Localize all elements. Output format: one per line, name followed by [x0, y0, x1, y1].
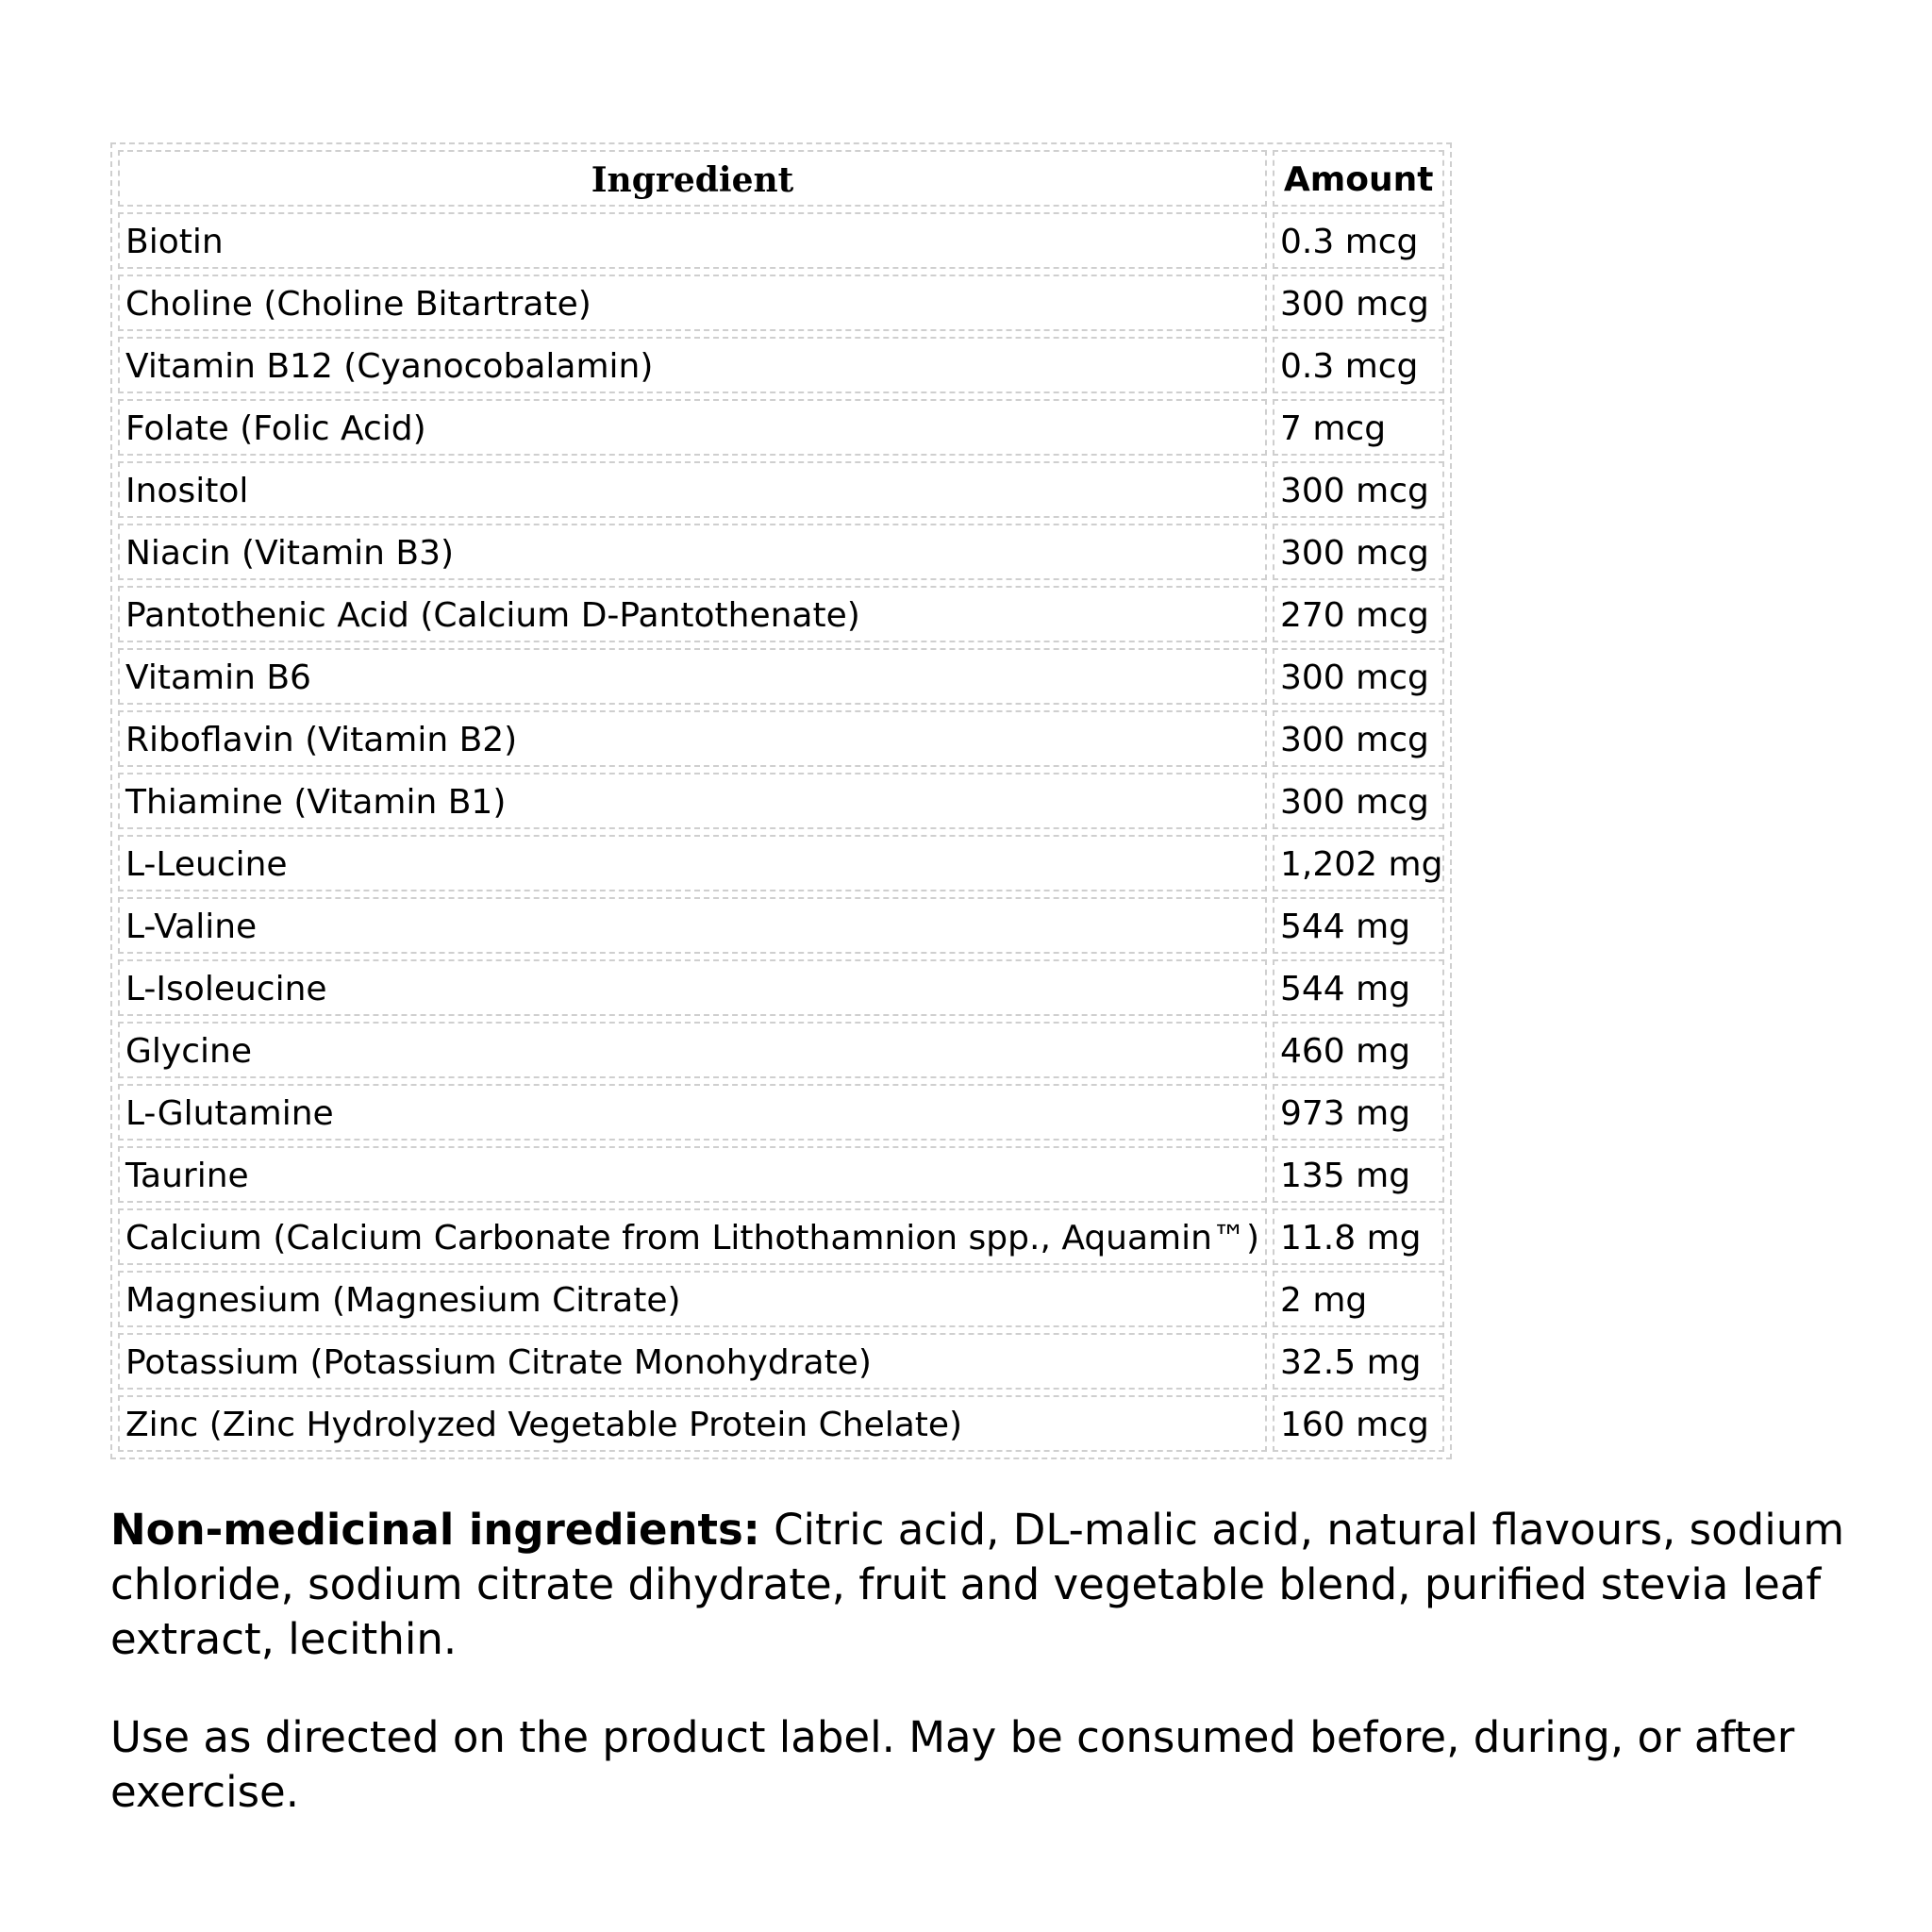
amount-cell: 160 mcg [1273, 1395, 1444, 1452]
table-row [118, 1084, 1444, 1141]
ingredients-table-body [118, 212, 1444, 1452]
amount-cell: 32.5 mg [1273, 1333, 1444, 1390]
table-row [118, 524, 1444, 580]
table-row [118, 959, 1444, 1016]
amount-cell: 2 mg [1273, 1271, 1444, 1327]
table-row [118, 1208, 1444, 1265]
ingredient-cell: Biotin [118, 212, 1267, 269]
ingredient-cell: Taurine [118, 1146, 1267, 1203]
table-row [118, 1022, 1444, 1078]
table-row [118, 648, 1444, 705]
amount-cell: 300 mcg [1273, 275, 1444, 331]
table-row [118, 337, 1444, 393]
amount-cell: 973 mg [1273, 1084, 1444, 1141]
amount-cell: 544 mg [1273, 897, 1444, 954]
table-row [118, 461, 1444, 518]
amount-cell: 1,202 mg [1273, 835, 1444, 891]
ingredient-column-header: Ingredient [118, 150, 1267, 207]
ingredient-cell: Folate (Folic Acid) [118, 399, 1267, 456]
table-row [118, 399, 1444, 456]
table-row [118, 586, 1444, 642]
ingredient-cell: Inositol [118, 461, 1267, 518]
non-medicinal-label: Non-medicinal ingredients: [110, 1505, 760, 1555]
usage-directions: Use as directed on the product label. May be consumed before, during, or after exercise. [110, 1712, 1795, 1817]
amount-cell: 270 mcg [1273, 586, 1444, 642]
non-medicinal-text: Citric acid, DL-malic acid, natural flavours, sodium chloride, sodium citrate dihydrate, fruit and vegetable blend, purified stevia leaf extract, lecithin. [110, 1505, 1845, 1664]
ingredient-cell: Riboflavin (Vitamin B2) [118, 710, 1267, 767]
amount-cell: 0.3 mcg [1273, 337, 1444, 393]
ingredient-cell: L-Leucine [118, 835, 1267, 891]
ingredient-cell: L-Valine [118, 897, 1267, 954]
amount-cell: 300 mcg [1273, 524, 1444, 580]
table-row [118, 1146, 1444, 1203]
ingredient-cell: Vitamin B6 [118, 648, 1267, 705]
ingredient-cell: Glycine [118, 1022, 1267, 1078]
ingredient-cell: Magnesium (Magnesium Citrate) [118, 1271, 1267, 1327]
ingredient-cell: Thiamine (Vitamin B1) [118, 773, 1267, 829]
table-row [118, 897, 1444, 954]
ingredient-cell: Potassium (Potassium Citrate Monohydrate) [118, 1333, 1267, 1390]
ingredient-cell: L-Isoleucine [118, 959, 1267, 1016]
amount-cell: 460 mg [1273, 1022, 1444, 1078]
table-row [118, 1333, 1444, 1390]
amount-cell: 11.8 mg [1273, 1208, 1444, 1265]
ingredient-cell: Niacin (Vitamin B3) [118, 524, 1267, 580]
amount-cell: 300 mcg [1273, 461, 1444, 518]
amount-cell: 300 mcg [1273, 648, 1444, 705]
table-row [118, 212, 1444, 269]
table-row [118, 835, 1444, 891]
non-medicinal-ingredients [110, 1503, 1884, 1667]
table-row [118, 1271, 1444, 1327]
table-row [118, 275, 1444, 331]
ingredient-cell: Vitamin B12 (Cyanocobalamin) [118, 337, 1267, 393]
amount-cell: 0.3 mcg [1273, 212, 1444, 269]
amount-cell: 300 mcg [1273, 710, 1444, 767]
amount-column-header: Amount [1273, 150, 1444, 207]
table-row [118, 1395, 1444, 1452]
ingredients-table [110, 142, 1452, 1459]
amount-cell: 7 mcg [1273, 399, 1444, 456]
amount-cell: 135 mg [1273, 1146, 1444, 1203]
ingredient-cell: Zinc (Zinc Hydrolyzed Vegetable Protein Chelate) [118, 1395, 1267, 1452]
amount-cell: 544 mg [1273, 959, 1444, 1016]
amount-cell: 300 mcg [1273, 773, 1444, 829]
ingredient-cell: Choline (Choline Bitartrate) [118, 275, 1267, 331]
table-row [118, 710, 1444, 767]
ingredient-cell: Calcium (Calcium Carbonate from Lithothamnion spp., Aquamin™) [118, 1208, 1267, 1265]
ingredient-cell: Pantothenic Acid (Calcium D-Pantothenate) [118, 586, 1267, 642]
ingredient-cell: L-Glutamine [118, 1084, 1267, 1141]
page-content [110, 142, 1884, 1820]
table-row [118, 773, 1444, 829]
table-header-row [118, 150, 1444, 207]
